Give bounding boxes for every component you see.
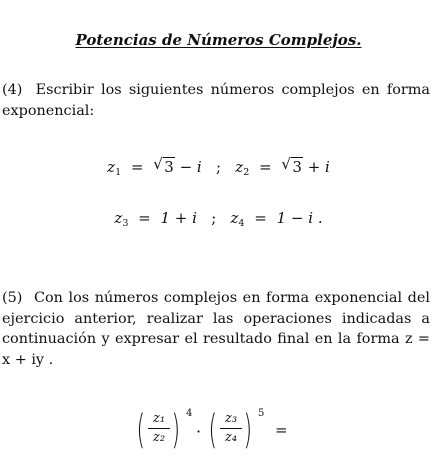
z3-equation: $z_3 = 1 + i$ (114, 209, 197, 229)
multiplication-dot: · (196, 422, 202, 441)
equation-line-2: $z_3 = 1 + i$ ; $z_4 = 1 - i$ . (114, 209, 323, 229)
exercise-4 (2, 80, 430, 121)
power-formula (0, 405, 437, 459)
exercise-5-number: (5) (2, 290, 23, 306)
equals-sign: = (275, 421, 288, 439)
exercise-4-number: (4) (2, 82, 23, 98)
z4-equation: $z_4 = 1 - i$ . (230, 209, 323, 229)
sqrt-symbol: √ 3 (281, 155, 302, 176)
sqrt-symbol: √ 3 (153, 155, 174, 176)
left-paren: ( (136, 407, 146, 453)
exercise-5 (2, 288, 430, 370)
exercise-4-text: Escribir los siguientes números complejos en forma exponencial: (2, 82, 431, 119)
right-paren: ) (171, 407, 181, 453)
z2-equation: $z_2$ = √ 3 + i (235, 155, 330, 178)
page-title: Potencias de Números Complejos. (75, 31, 362, 49)
equation-line-1: $z_1$ = √ 3 − i ; $z_2$ = √ 3 + i (107, 155, 330, 178)
right-paren: ) (243, 407, 253, 453)
exponent-2: 5 (258, 408, 265, 419)
fraction-z1-z2: $\frac{\text{z₁}}{\text{z₂}}$ (148, 411, 170, 445)
exercise-5-text: Con los números complejos en forma exponencial del ejercicio anterior, realizar las operaciones indicadas a continuación y expresar el resultado final en la forma z = x + iy . (2, 290, 430, 368)
fraction-z3-z4: $\frac{\text{z₃}}{\text{z₄}}$ (220, 411, 242, 445)
left-paren: ( (208, 407, 218, 453)
z1-equation: $z_1$ = √ 3 − i (107, 155, 202, 178)
exponent-1: 4 (186, 408, 193, 419)
